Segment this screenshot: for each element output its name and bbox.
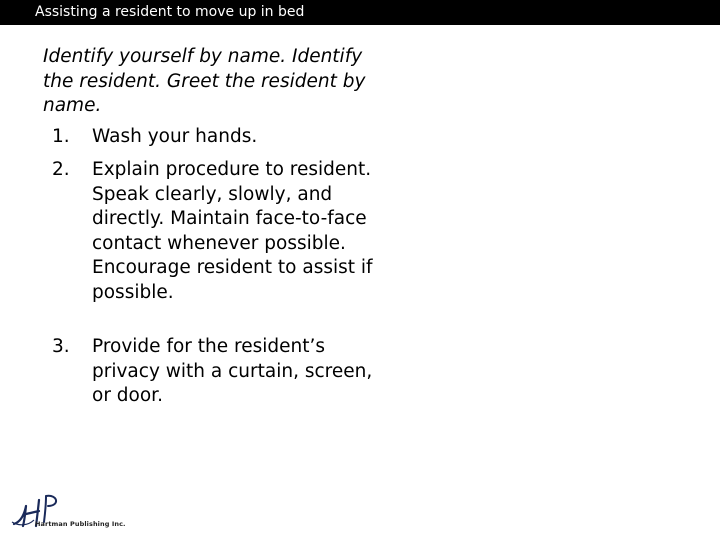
title-bar xyxy=(0,0,720,25)
step-text: Explain procedure to resident. Speak clearly, slowly, and directly. Maintain face-to-face contact whenever possible. Encourage resident to assist if possible. xyxy=(92,159,373,303)
step-text: Wash your hands. xyxy=(92,126,258,147)
step-number: 3. xyxy=(52,336,70,357)
slide-title: Assisting a resident to move up in bed xyxy=(35,4,305,20)
intro-text: Identify yourself by name. Identify the resident. Greet the resident by name. xyxy=(43,46,366,116)
step-number: 2. xyxy=(52,159,70,180)
publisher-logo xyxy=(8,492,126,532)
step-number: 1. xyxy=(52,126,70,147)
step-text: Provide for the resident’s privacy with a curtain, screen, or door. xyxy=(92,336,373,406)
publisher-name: Hartman Publishing Inc. xyxy=(35,520,126,528)
